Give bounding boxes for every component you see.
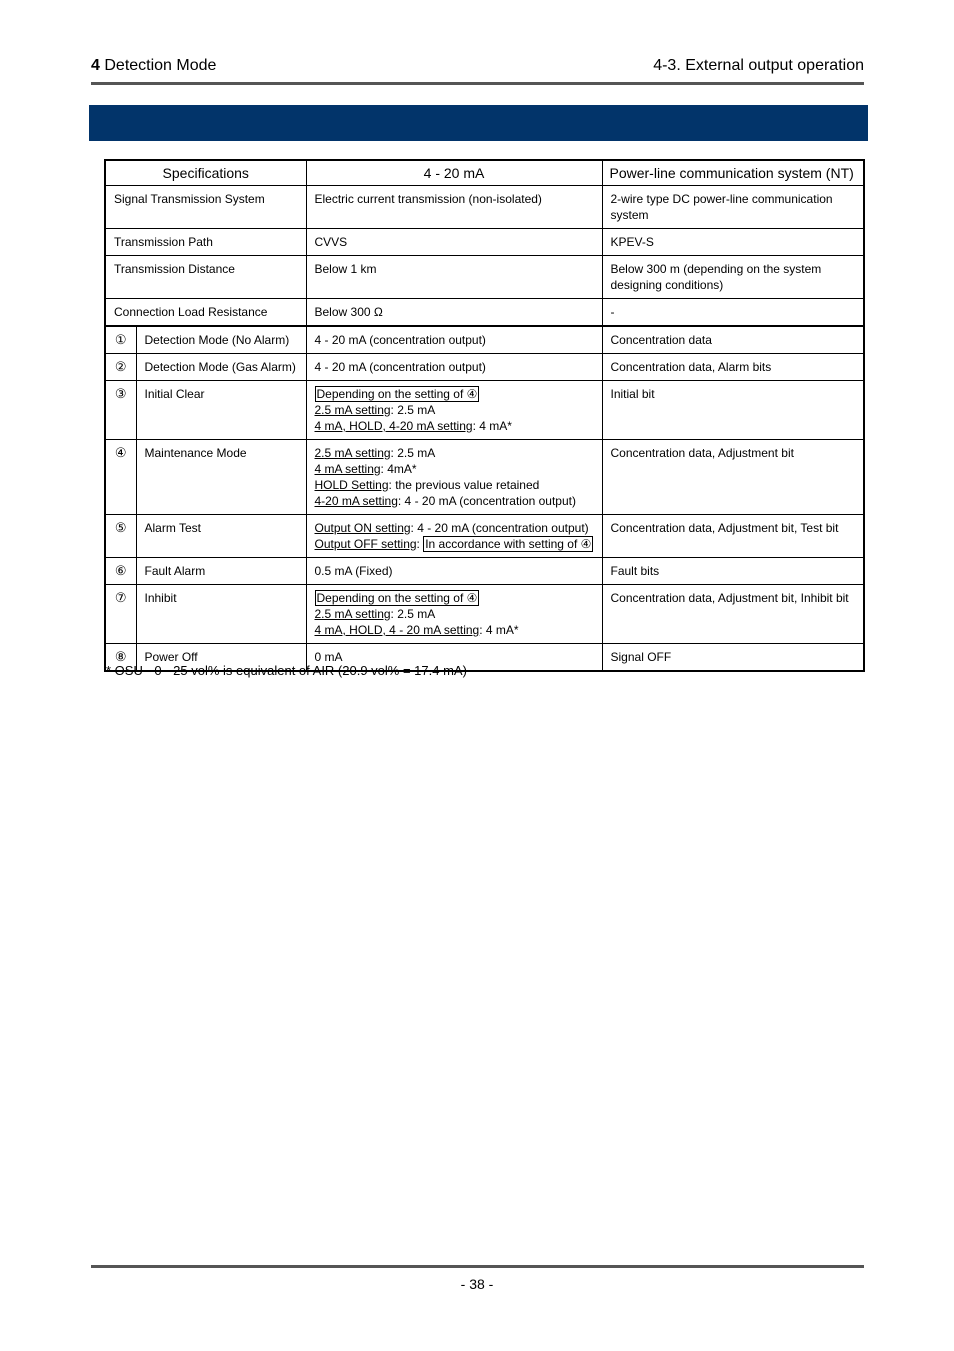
- mode-4-20ma: [306, 440, 602, 515]
- setting-value: : 2.5 mA: [390, 446, 436, 460]
- mode-nt: Signal OFF: [602, 644, 864, 672]
- setting-name: 4 mA setting: [314, 462, 381, 476]
- setting-value: : 2.5 mA: [390, 403, 436, 417]
- table-row: [105, 326, 864, 354]
- header-rule: [91, 82, 864, 85]
- mode-number: ⑤: [105, 515, 136, 558]
- footer-rule: [91, 1265, 864, 1268]
- spec-4-20ma: Below 300 Ω: [306, 299, 602, 327]
- boxed-note: In accordance with setting of ④: [425, 537, 592, 551]
- boxed-note: Depending on the setting of ④: [316, 387, 478, 401]
- mode-nt: Concentration data, Adjustment bit, Inhibit bit: [602, 585, 864, 644]
- mode-nt: Fault bits: [602, 558, 864, 585]
- mode-nt: Concentration data, Alarm bits: [602, 354, 864, 381]
- mode-label: Detection Mode (Gas Alarm): [136, 354, 306, 381]
- spec-label: Transmission Path: [105, 229, 306, 256]
- spec-4-20ma: Electric current transmission (non-isolated): [306, 186, 602, 229]
- mode-number: ⑥: [105, 558, 136, 585]
- mode-label: Maintenance Mode: [136, 440, 306, 515]
- spec-label: Transmission Distance: [105, 256, 306, 299]
- setting-name: 2.5 mA setting: [314, 403, 391, 417]
- mode-number: ②: [105, 354, 136, 381]
- setting-name: 4 mA, HOLD, 4-20 mA setting: [314, 419, 473, 433]
- mode-nt: Concentration data: [602, 326, 864, 354]
- setting-value: : 4 mA*: [479, 623, 519, 637]
- setting-value: : the previous value retained: [388, 478, 540, 492]
- spec-nt: 2-wire type DC power-line communication system: [602, 186, 864, 229]
- table-row: [105, 186, 864, 229]
- spec-label: Connection Load Resistance: [105, 299, 306, 327]
- mode-label: Inhibit: [136, 585, 306, 644]
- setting-value: : 4mA*: [380, 462, 417, 476]
- mode-number: ③: [105, 381, 136, 440]
- mode-label: Initial Clear: [136, 381, 306, 440]
- setting-name: HOLD Setting: [314, 478, 389, 492]
- mode-label: Detection Mode (No Alarm): [136, 326, 306, 354]
- spec-label: Signal Transmission System: [105, 186, 306, 229]
- mode-4-20ma: 0.5 mA (Fixed): [306, 558, 602, 585]
- setting-name: Output ON setting: [314, 521, 411, 535]
- mode-4-20ma: [306, 585, 602, 644]
- mode-number: ①: [105, 326, 136, 354]
- mode-nt: Concentration data, Adjustment bit, Test bit: [602, 515, 864, 558]
- spec-4-20ma: Below 1 km: [306, 256, 602, 299]
- header-section: 4-3. External output operation: [653, 57, 864, 74]
- setting-name: 4-20 mA setting: [314, 494, 398, 508]
- mode-4-20ma: [306, 515, 602, 558]
- setting-name: 2.5 mA setting: [314, 446, 391, 460]
- spec-4-20ma: CVVS: [306, 229, 602, 256]
- mode-number: ④: [105, 440, 136, 515]
- table-row: [105, 256, 864, 299]
- mode-4-20ma: 0 mA: [306, 644, 602, 672]
- mode-number: ⑦: [105, 585, 136, 644]
- header-specifications: Specifications: [105, 160, 306, 186]
- header-chapter: [91, 57, 216, 75]
- table-row: [105, 381, 864, 440]
- setting-name: 4 mA, HOLD, 4 - 20 mA setting: [314, 623, 480, 637]
- mode-label: Power Off: [136, 644, 306, 672]
- setting-value: : 4 - 20 mA (concentration output): [397, 494, 576, 508]
- footnote: * OSU - 0 - 25 vol% is equivalent of AIR (20.9 vol% = 17.4 mA): [106, 663, 467, 678]
- title-bar: [89, 105, 868, 141]
- boxed-note: Depending on the setting of ④: [316, 591, 478, 605]
- header-power-line: Power-line communication system (NT): [602, 160, 864, 186]
- spec-nt: -: [602, 299, 864, 327]
- spec-nt: Below 300 m (depending on the system designing conditions): [602, 256, 864, 299]
- setting-name: Output OFF setting: [314, 537, 417, 551]
- mode-4-20ma: 4 - 20 mA (concentration output): [306, 326, 602, 354]
- mode-nt: Initial bit: [602, 381, 864, 440]
- table-row: [105, 515, 864, 558]
- chapter-number: 4: [91, 57, 100, 74]
- table-row: [105, 440, 864, 515]
- mode-label: Fault Alarm: [136, 558, 306, 585]
- table-row: [105, 229, 864, 256]
- mode-label: Alarm Test: [136, 515, 306, 558]
- spec-table: [104, 159, 865, 672]
- setting-value: :: [416, 537, 424, 551]
- table-header-row: [105, 160, 864, 186]
- table-row: [105, 299, 864, 327]
- mode-number: ⑧: [105, 644, 136, 672]
- mode-4-20ma: [306, 381, 602, 440]
- mode-nt: Concentration data, Adjustment bit: [602, 440, 864, 515]
- table-row: [105, 585, 864, 644]
- setting-name: 2.5 mA setting: [314, 607, 391, 621]
- chapter-title: Detection Mode: [104, 57, 217, 74]
- setting-value: : 4 mA*: [472, 419, 512, 433]
- table-row: [105, 354, 864, 381]
- setting-value: : 2.5 mA: [390, 607, 436, 621]
- spec-nt: KPEV-S: [602, 229, 864, 256]
- header-4-20ma: 4 - 20 mA: [306, 160, 602, 186]
- mode-4-20ma: 4 - 20 mA (concentration output): [306, 354, 602, 381]
- table-row: [105, 558, 864, 585]
- setting-value: : 4 - 20 mA (concentration output): [410, 521, 589, 535]
- page-number: - 38 -: [460, 1276, 494, 1292]
